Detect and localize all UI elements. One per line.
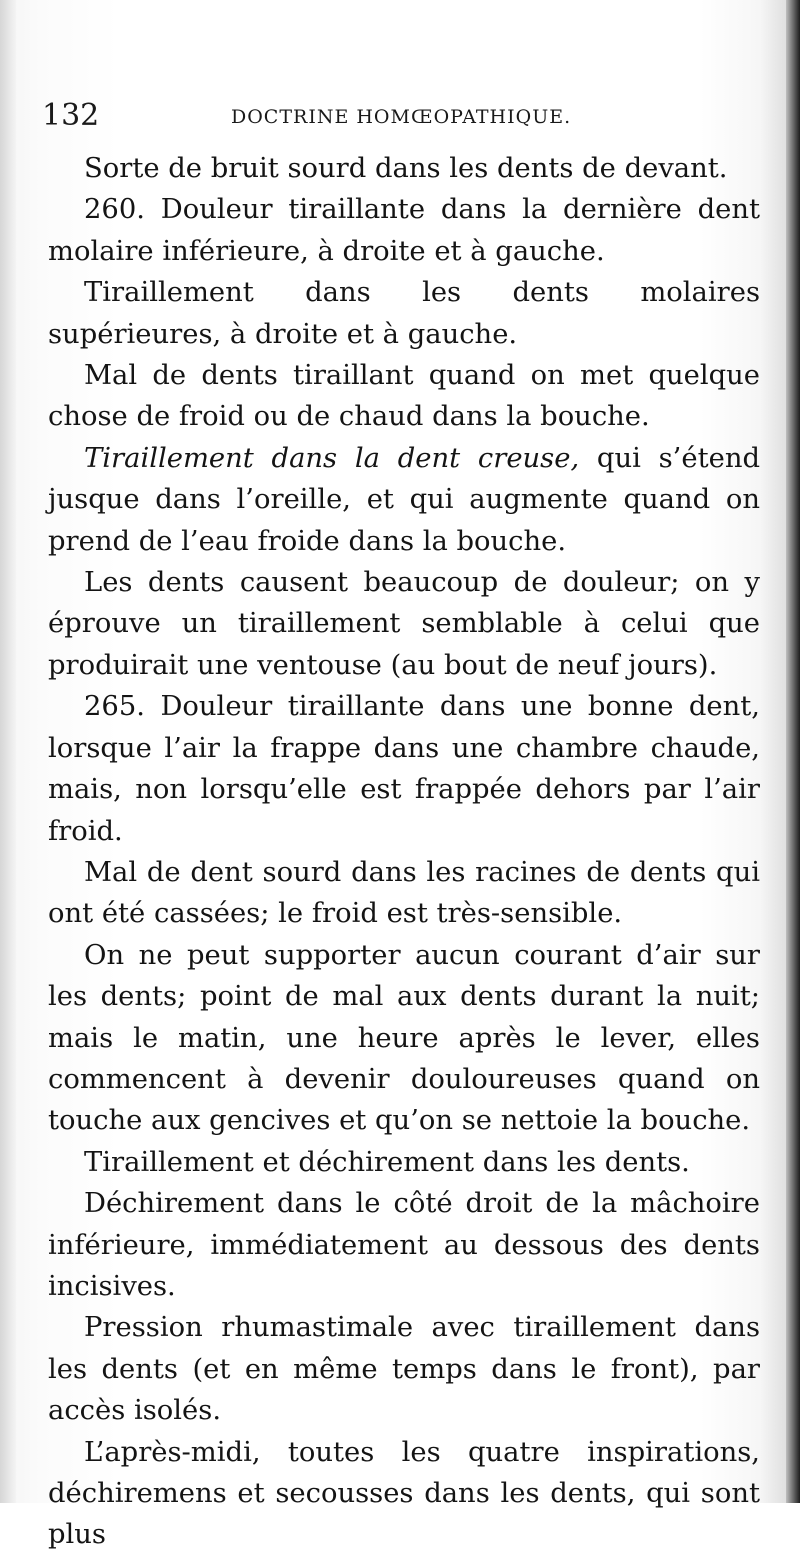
paragraph: Pression rhumastimale avec tiraillement dans les dents (et en même temps dans le front), par accès isolés. — [48, 1312, 760, 1427]
paragraph: Mal de dent sourd dans les racines de dents qui ont été cassées; le froid est très-sensible. — [48, 856, 760, 930]
paragraph: 260. Douleur tiraillante dans la dernière dent molaire inférieure, à droite et à gauche. — [48, 194, 760, 267]
paragraph: L’après-midi, toutes les quatre inspirations, déchiremens et secousses dans les dents, qui sont plus — [48, 1436, 760, 1551]
paragraph: 265. Douleur tiraillante dans une bonne dent, lorsque l’air la frappe dans une chambre chaude, mais, non lorsqu’elle est frappée dehors par l’air froid. — [48, 691, 760, 847]
page-number: 132 — [42, 98, 100, 133]
italic-phrase: Tiraillement dans la dent creuse, — [84, 442, 580, 474]
paragraph: Tiraillement dans les dents molaires supérieures, à droite et à gauche. — [48, 277, 760, 350]
paragraph: Tiraillement dans la dent creuse, qui s’étend jusque dans l’oreille, et qui augmente quand on prend de l’eau froide dans la bouche. — [48, 442, 760, 557]
paragraph: Tiraillement et déchirement dans les dents. — [84, 1146, 690, 1178]
paragraph: Déchirement dans le côté droit de la mâchoire inférieure, immédiatement au dessous des dents incisives. — [48, 1188, 760, 1302]
page-header — [42, 98, 742, 138]
paragraph: Sorte de bruit sourd dans les dents de devant. — [84, 153, 728, 184]
paragraph: Les dents causent beaucoup de douleur; on y éprouve un tiraillement semblable à celui que produirait une ventouse (au bout de neuf jours). — [48, 567, 760, 681]
page-left-edge — [0, 0, 16, 1503]
running-head: DOCTRINE HOMŒOPATHIQUE. — [231, 106, 572, 128]
book-spine-shadow — [786, 0, 800, 1503]
body-text — [48, 148, 760, 1556]
paragraph: Mal de dents tiraillant quand on met quelque chose de froid ou de chaud dans la bouche. — [48, 360, 760, 433]
paragraph: On ne peut supporter aucun courant d’air sur les dents; point de mal aux dents durant la nuit; mais le matin, une heure après le lever, elles commencent à devenir douloureuses quand on touche aux gencives et qu’on se nettoie la bouche. — [48, 939, 760, 1137]
